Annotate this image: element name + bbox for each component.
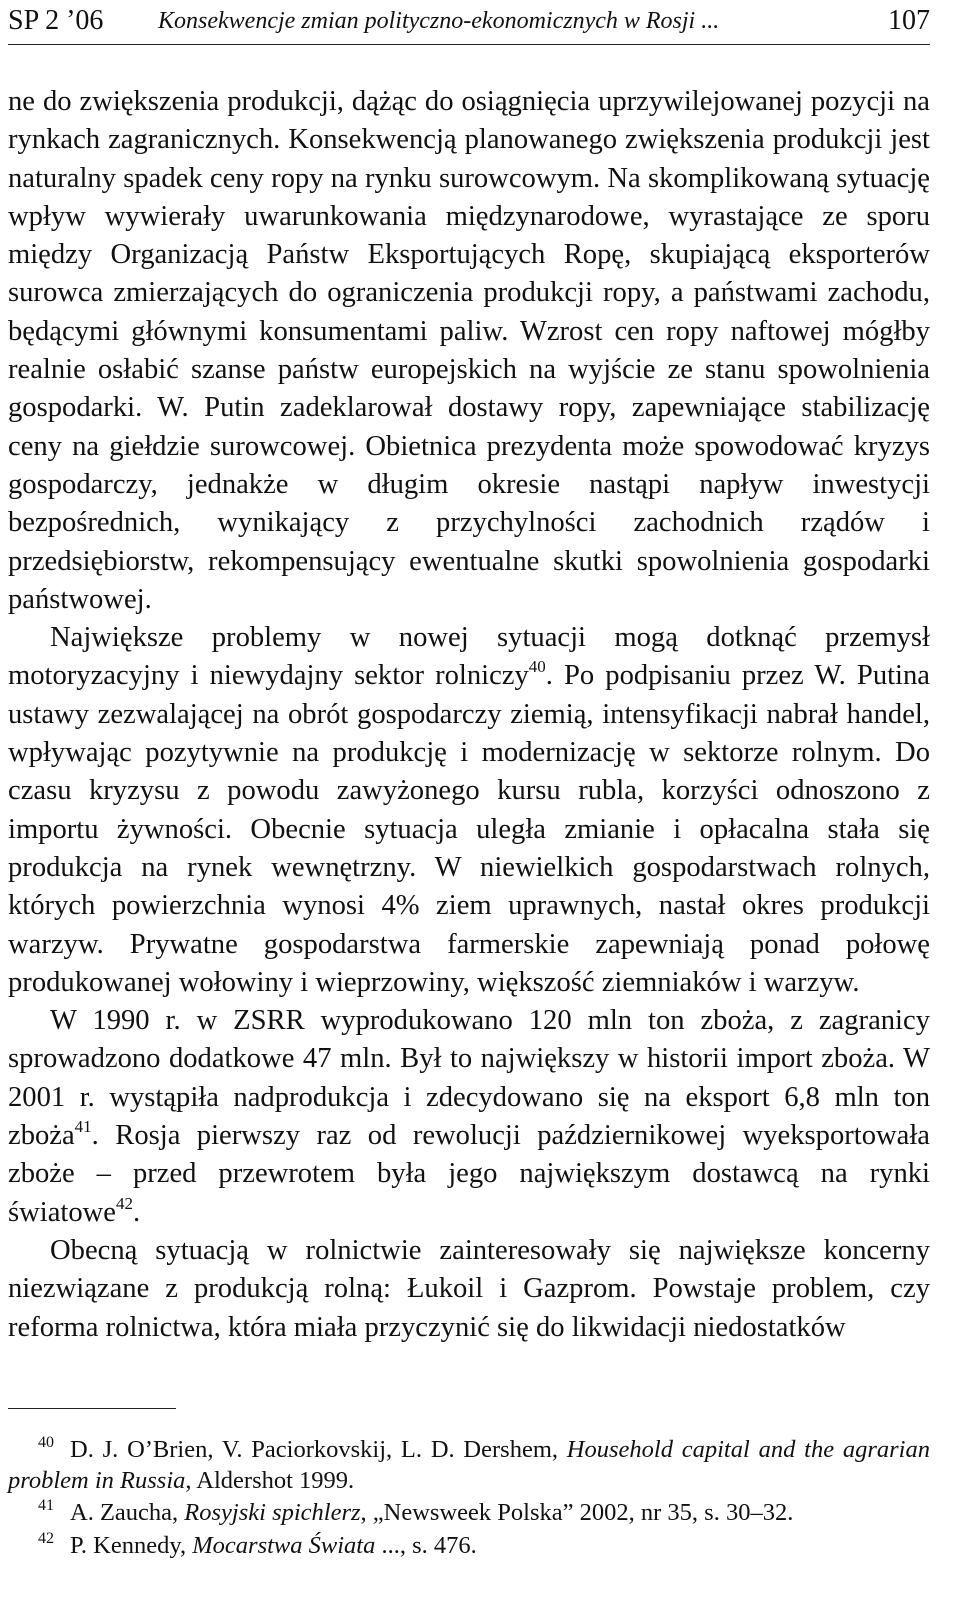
main-text bbox=[8, 83, 930, 1347]
footnote-title: Mocarstwa Świata bbox=[192, 1531, 376, 1559]
paragraph-3 bbox=[8, 1002, 930, 1232]
paragraph-1: ne do zwiększenia produkcji, dążąc do osiągnięcia uprzywilejowanej pozycji na rynkach zagranicznych. Konsekwencją planowanego zwiększenia produkcji jest naturalny spadek ceny ropy na rynku surowcowym. Na skomplikowaną sytuację wpływ wywierały uwarunkowania międzynarodowe, wyrastające ze sporu między Organizacją Państw Eksportujących Ropę, skupiającą eksporterów surowca zmierzających do ograniczenia produkcji ropy, a państwami zachodu, będącymi głównymi konsumentami paliw. Wzrost cen ropy naftowej mógłby realnie osłabić szanse państw europejskich na wyjście ze stanu spowolnienia gospodarki. W. Putin zadeklarował dostawy ropy, zapewniające stabilizację ceny na giełdzie surowcowej. Obietnica prezydenta może spowodować kryzys gospodarczy, jednakże w długim okresie nastąpi napływ inwestycji bezpośrednich, wynikający z przychylności zachodnich rządów i przedsiębiorstw, rekompensujący ewentualne skutki spowolnienia gospodarki państwowej. bbox=[8, 86, 930, 615]
running-header bbox=[8, 2, 930, 45]
footnotes bbox=[8, 1435, 930, 1563]
footnote-ref-40[interactable]: 40 bbox=[528, 657, 546, 677]
footnote-title: Rosyjski spichlerz bbox=[184, 1499, 361, 1526]
paragraph-2 bbox=[8, 619, 930, 1002]
footnote-title: Household capital and the agrarian problem in Russia bbox=[8, 1436, 930, 1494]
footnote-41: 41 A. Zaucha, Rosyjski spichlerz, „Newsweek Polska” 2002, nr 35, s. 30–32. bbox=[38, 1497, 794, 1526]
footnote-ref-41[interactable]: 41 bbox=[74, 1117, 92, 1137]
footnote-text: D. J. O’Brien, V. Paciorkovskij, L. D. Dershem, bbox=[70, 1436, 567, 1463]
paragraph-3-text-b: . Rosja pierwszy raz od rewolucji październikowej wyeksportowała zboże – przed przewrotem była jego największym dostawcą na rynki światowe bbox=[8, 1120, 930, 1228]
running-title: Konsekwencje zmian polityczno-ekonomicznych w Rosji ... bbox=[158, 8, 720, 34]
paragraph-4: Obecną sytuacją w rolnictwie zainteresowały się największe koncerny niezwiązane z produkcją rolną: Łukoil i Gazprom. Powstaje problem, czy reforma rolnictwa, która miała przyczynić się do likwidacji niedostatków bbox=[8, 1234, 930, 1343]
footnote-40: 40 D. J. O’Brien, V. Paciorkovskij, L. D. Dershem, Household capital and the agrarian problem in Russia, Aldershot 1999. bbox=[8, 1434, 930, 1494]
paragraph-2-text-a: Największe problemy w nowej sytuacji mogą dotknąć przemysł motoryzacyjny i niewydajny sektor rolniczy bbox=[8, 622, 930, 692]
page-number: 107 bbox=[888, 5, 930, 36]
footnote-separator bbox=[8, 1408, 176, 1409]
footnote-ref-42[interactable]: 42 bbox=[116, 1193, 133, 1213]
paragraph-3-text-c: . bbox=[133, 1196, 141, 1228]
footnote-text-end: , „Newsweek Polska” 2002, nr 35, s. 30–32. bbox=[360, 1499, 794, 1526]
paragraph-2-text-b: . Po podpisaniu przez W. Putina ustawy zezwalającej na obrót gospodarczy ziemią, intensyfikacji nabrał handel, wpływając pozytywnie na produkcję i modernizację w sektorze rolnym. Do czasu kryzysu z powodu zawyżonego kursu rubla, korzyści odnoszono z importu żywności. Obecnie sytuacja uległa zmianie i opłacalna stała się produkcja na rynek wewnętrzny. W niewielkich gospodarstwach rolnych, których powierzchnia wynosi 4% ziem uprawnych, nastał okres produkcji warzyw. Prywatne gospodarstwa farmerskie zapewniają ponad połowę produkowanej wołowiny i wieprzowiny, większość ziemniaków i warzyw. bbox=[8, 660, 930, 998]
footnote-text: A. Zaucha, bbox=[70, 1499, 185, 1526]
paragraph-3-text-a: W 1990 r. w ZSRR wyprodukowano 120 mln ton zboża, z zagranicy sprowadzono dodatkowe 47 mln. Był to największy w historii import zboża. W 2001 r. wystąpiła nadprodukcja i zdecydowano się na eksport 6,8 mln ton zboża bbox=[8, 1005, 930, 1152]
footnote-text: P. Kennedy, bbox=[70, 1531, 193, 1559]
journal-issue: SP 2 ’06 bbox=[8, 5, 104, 36]
footnote-42: 42 P. Kennedy, Mocarstwa Świata ..., s. 476. bbox=[38, 1529, 477, 1559]
footnote-text-end: ..., s. 476. bbox=[375, 1531, 477, 1559]
footnote-text-end: , Aldershot 1999. bbox=[185, 1466, 355, 1494]
